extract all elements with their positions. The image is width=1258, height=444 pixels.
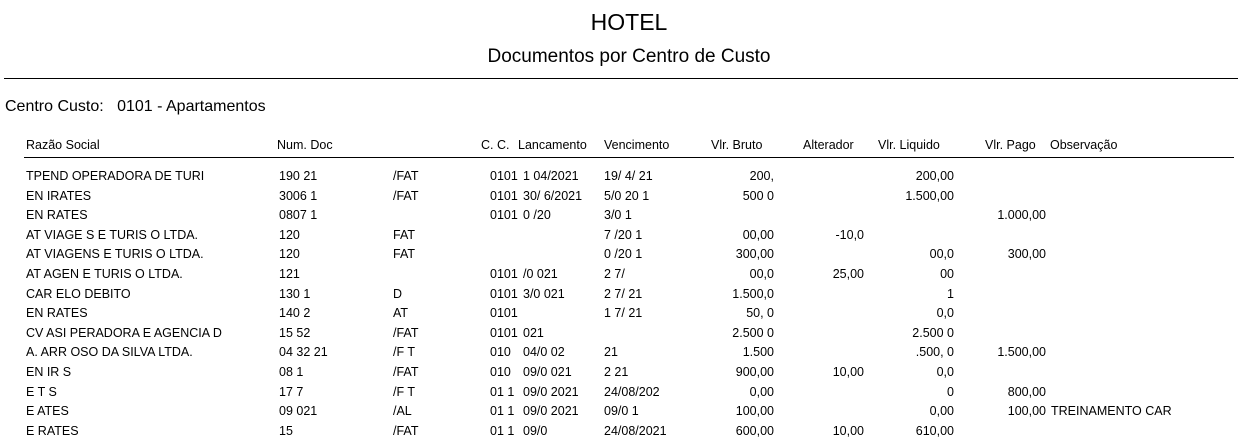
cost-center-heading bbox=[5, 98, 266, 116]
cell-razao-social: EN RATES bbox=[26, 306, 88, 321]
cell-alterador: -10,0 bbox=[835, 227, 864, 242]
col-num-doc: Num. Doc bbox=[277, 138, 333, 152]
cell-lancamento: 3/0 021 bbox=[523, 286, 565, 301]
cell-vlr-liquido: 2.500 0 bbox=[912, 325, 954, 340]
cell-num-doc: 190 21 bbox=[279, 169, 318, 183]
cell-lancamento: 0 /20 bbox=[523, 208, 551, 223]
cell-num-doc: 09 021 bbox=[279, 404, 318, 419]
col-vlr-liquido: Vlr. Liquido bbox=[878, 138, 940, 152]
cell-vencimento: 2 7/ bbox=[604, 267, 625, 281]
cell-vlr-bruto: 0,00 bbox=[749, 384, 774, 399]
cell-razao-social: EN IRATES bbox=[26, 188, 92, 203]
cell-lancamento: 30/ 6/2021 bbox=[523, 188, 583, 203]
cell-cc: 0101 bbox=[490, 208, 518, 223]
cell-vlr-bruto: 200, bbox=[749, 169, 774, 183]
cell-num-doc: 120 bbox=[279, 227, 300, 242]
cell-num-doc: 121 bbox=[279, 267, 300, 281]
cell-tipo: /F T bbox=[393, 345, 415, 360]
col-alterador: Alterador bbox=[803, 138, 854, 152]
cell-vencimento: 21 bbox=[604, 345, 618, 360]
cell-vlr-bruto: 600,00 bbox=[735, 423, 774, 438]
cell-num-doc: 15 bbox=[279, 423, 293, 438]
col-razao-social: Razão Social bbox=[26, 138, 100, 152]
cell-cc: 01 1 bbox=[490, 384, 515, 399]
cost-center-value: 0101 - Apartamentos bbox=[117, 98, 266, 115]
cell-tipo: /F T bbox=[393, 384, 415, 399]
cell-lancamento: 09/0 2021 bbox=[523, 404, 579, 419]
cell-lancamento: /0 021 bbox=[523, 267, 558, 281]
cell-vlr-bruto: 300,00 bbox=[735, 247, 774, 262]
cell-lancamento: 04/0 02 bbox=[523, 345, 565, 360]
table-row bbox=[0, 228, 1258, 248]
table-row bbox=[0, 385, 1258, 405]
cell-razao-social: AT VIAGE S E TURIS O LTDA. bbox=[26, 227, 199, 242]
hotel-title: HOTEL bbox=[590, 9, 668, 35]
cell-lancamento: 021 bbox=[523, 325, 544, 340]
cell-tipo: /FAT bbox=[393, 188, 419, 203]
cell-razao-social: AT AGEN E TURIS O LTDA. bbox=[26, 267, 183, 281]
cell-alterador: 25,00 bbox=[832, 267, 864, 281]
table-row bbox=[0, 326, 1258, 346]
cell-num-doc: 15 52 bbox=[279, 325, 311, 340]
cell-razao-social: TPEND OPERADORA DE TURI bbox=[26, 169, 205, 183]
cell-observacao: TREINAMENTO CAR bbox=[1051, 404, 1172, 419]
cell-vlr-bruto: 50, 0 bbox=[746, 306, 774, 321]
cell-alterador: 10,00 bbox=[832, 365, 864, 379]
cell-vlr-liquido: 0,0 bbox=[936, 306, 954, 321]
cell-vlr-liquido: 0 bbox=[947, 384, 954, 399]
cell-vencimento: 24/08/2021 bbox=[604, 423, 667, 438]
cell-razao-social: EN RATES bbox=[26, 208, 88, 223]
table-row bbox=[0, 169, 1258, 189]
cell-num-doc: 0807 1 bbox=[279, 208, 318, 223]
cell-lancamento: 09/0 bbox=[523, 423, 548, 438]
cell-vlr-liquido: .500, 0 bbox=[915, 345, 954, 360]
col-lancamento: Lancamento bbox=[518, 138, 587, 152]
cell-vlr-bruto: 00,00 bbox=[742, 227, 774, 242]
cell-cc: 01 1 bbox=[490, 423, 515, 438]
cell-tipo: AT bbox=[393, 306, 409, 321]
col-vlr-bruto: Vlr. Bruto bbox=[711, 138, 763, 152]
table-row bbox=[0, 345, 1258, 365]
cell-vencimento: 1 7/ 21 bbox=[604, 306, 643, 321]
cell-vlr-liquido: 1 bbox=[947, 286, 954, 301]
cell-num-doc: 120 bbox=[279, 247, 300, 262]
cell-razao-social: E ATES bbox=[26, 404, 69, 419]
cell-vlr-bruto: 1.500,0 bbox=[732, 286, 774, 301]
cell-tipo: /FAT bbox=[393, 169, 419, 183]
cell-lancamento: 1 04/2021 bbox=[523, 169, 579, 183]
table-row bbox=[0, 247, 1258, 267]
table-row bbox=[0, 365, 1258, 385]
cell-tipo: /AL bbox=[393, 404, 412, 419]
cell-tipo: /FAT bbox=[393, 325, 419, 340]
cell-vencimento: 24/08/202 bbox=[604, 384, 660, 399]
table-row bbox=[0, 189, 1258, 209]
cell-vencimento: 2 21 bbox=[604, 365, 629, 379]
cell-vlr-bruto: 500 0 bbox=[742, 188, 774, 203]
cell-tipo: FAT bbox=[393, 227, 415, 242]
col-vencimento: Vencimento bbox=[604, 138, 670, 152]
cell-razao-social: EN IR S bbox=[26, 365, 72, 379]
cell-vlr-liquido: 00 bbox=[940, 267, 954, 281]
cell-vlr-bruto: 100,00 bbox=[735, 404, 774, 419]
cell-vlr-bruto: 2.500 0 bbox=[732, 325, 774, 340]
cell-vlr-liquido: 200,00 bbox=[915, 169, 954, 183]
cell-alterador: 10,00 bbox=[832, 423, 864, 438]
cell-num-doc: 08 1 bbox=[279, 365, 304, 379]
cell-lancamento: 09/0 2021 bbox=[523, 384, 579, 399]
cell-cc: 010 bbox=[490, 365, 511, 379]
column-header-divider bbox=[24, 157, 1234, 158]
cell-tipo: /FAT bbox=[393, 423, 419, 438]
cell-razao-social: AT VIAGENS E TURIS O LTDA. bbox=[26, 247, 204, 262]
cell-vlr-liquido: 00,0 bbox=[929, 247, 954, 262]
cell-vencimento: 3/0 1 bbox=[604, 208, 632, 223]
cell-num-doc: 3006 1 bbox=[279, 188, 318, 203]
cell-tipo: D bbox=[393, 286, 403, 301]
cell-tipo: /FAT bbox=[393, 365, 419, 379]
cell-razao-social: A. ARR OSO DA SILVA LTDA. bbox=[26, 345, 193, 360]
cell-vlr-pago: 1.000,00 bbox=[997, 208, 1046, 223]
cost-center-label: Centro Custo: bbox=[5, 98, 104, 115]
cell-vlr-pago: 800,00 bbox=[1007, 384, 1046, 399]
cell-num-doc: 17 7 bbox=[279, 384, 304, 399]
cell-vlr-liquido: 0,00 bbox=[929, 404, 954, 419]
header-divider bbox=[4, 78, 1238, 79]
cell-razao-social: CV ASI PERADORA E AGENCIA D bbox=[26, 325, 222, 340]
cell-tipo: FAT bbox=[393, 247, 415, 262]
cell-vencimento: 0 /20 1 bbox=[604, 247, 643, 262]
cell-vlr-pago: 1.500,00 bbox=[997, 345, 1046, 360]
cell-vencimento: 7 /20 1 bbox=[604, 227, 643, 242]
cell-razao-social: CAR ELO DEBITO bbox=[26, 286, 131, 301]
report-title: Documentos por Centro de Custo bbox=[487, 46, 771, 67]
cell-vlr-pago: 300,00 bbox=[1007, 247, 1046, 262]
cell-lancamento: 09/0 021 bbox=[523, 365, 572, 379]
cell-vlr-liquido: 0,0 bbox=[936, 365, 954, 379]
cell-vlr-bruto: 900,00 bbox=[735, 365, 774, 379]
cell-cc: 010 bbox=[490, 345, 511, 360]
cell-vencimento: 5/0 20 1 bbox=[604, 188, 650, 203]
cell-num-doc: 140 2 bbox=[279, 306, 311, 321]
col-vlr-pago: Vlr. Pago bbox=[985, 138, 1036, 152]
table-row bbox=[0, 287, 1258, 307]
cell-cc: 0101 bbox=[490, 188, 518, 203]
cell-vencimento: 2 7/ 21 bbox=[604, 286, 643, 301]
cell-cc: 0101 bbox=[490, 286, 518, 301]
cell-razao-social: E RATES bbox=[26, 423, 79, 438]
cell-vlr-liquido: 610,00 bbox=[915, 423, 954, 438]
table-row bbox=[0, 306, 1258, 326]
table-row bbox=[0, 404, 1258, 424]
cell-vencimento: 19/ 4/ 21 bbox=[604, 169, 653, 183]
col-cc: C. C. bbox=[481, 138, 510, 152]
table-row bbox=[0, 424, 1258, 444]
cell-vlr-bruto: 00,0 bbox=[749, 267, 774, 281]
cell-vlr-liquido: 1.500,00 bbox=[905, 188, 954, 203]
cell-cc: 0101 bbox=[490, 306, 518, 321]
cell-cc: 01 1 bbox=[490, 404, 515, 419]
table-row bbox=[0, 267, 1258, 287]
cell-cc: 0101 bbox=[490, 325, 518, 340]
col-observacao: Observação bbox=[1050, 138, 1118, 152]
cell-num-doc: 130 1 bbox=[279, 286, 311, 301]
cell-vencimento: 09/0 1 bbox=[604, 404, 639, 419]
cell-num-doc: 04 32 21 bbox=[279, 345, 328, 360]
cell-vlr-pago: 100,00 bbox=[1007, 404, 1046, 419]
cell-vlr-bruto: 1.500 bbox=[742, 345, 774, 360]
table-row bbox=[0, 208, 1258, 228]
cell-razao-social: E T S bbox=[26, 384, 57, 399]
cell-cc: 0101 bbox=[490, 267, 518, 281]
cell-cc: 0101 bbox=[490, 169, 518, 183]
